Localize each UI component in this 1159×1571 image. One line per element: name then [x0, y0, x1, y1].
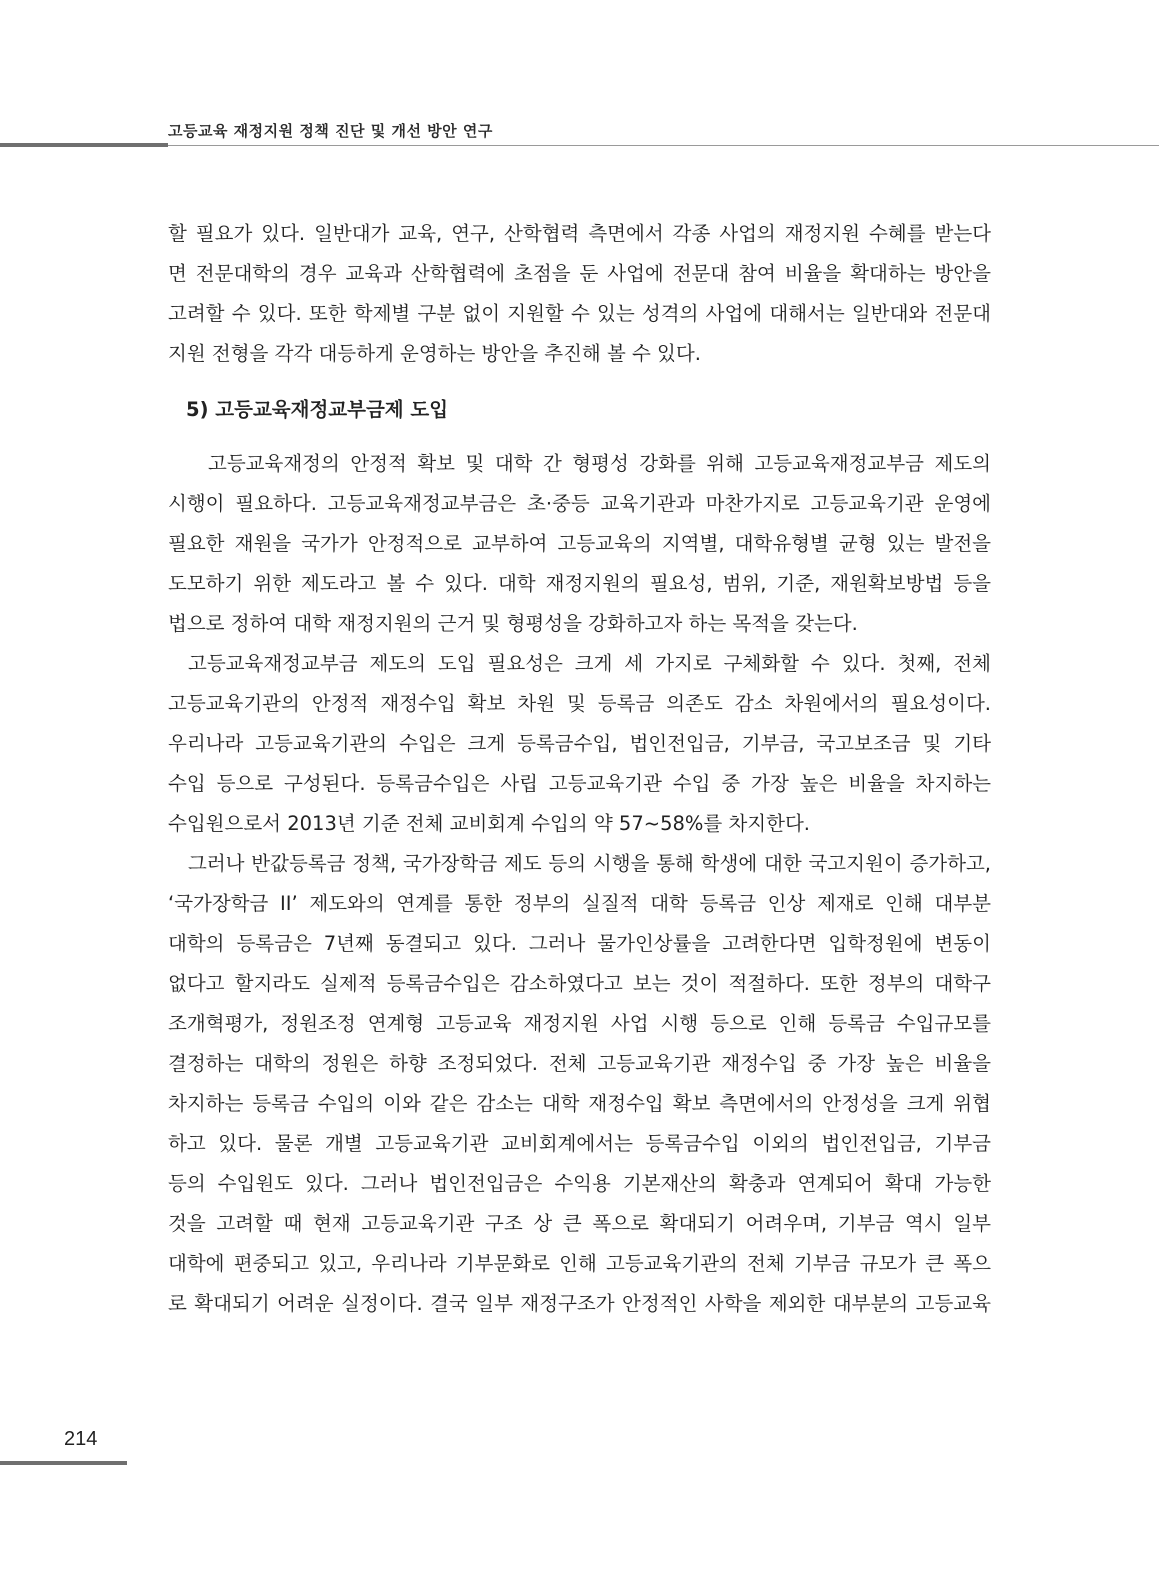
paragraph-continued	[168, 214, 991, 374]
page-number: 214	[64, 1428, 98, 1450]
footer-rule	[0, 1461, 127, 1465]
text-line: 등의 수입원도 있다. 그러나 법인전입금은 수익용 기본재산의 확충과 연계되어 확대 가능한	[168, 1172, 991, 1195]
body-text	[168, 214, 991, 1324]
text-line: 대학의 등록금은 7년째 동결되고 있다. 그러나 물가인상률을 고려한다면 입학정원에 변동이	[168, 932, 991, 955]
text-line: 결정하는 대학의 정원은 하향 조정되었다. 전체 고등교육기관 재정수입 중 가장 높은 비율을	[168, 1052, 991, 1075]
text-line: 면 전문대학의 경우 교육과 산학협력에 초점을 둔 사업에 전문대 참여 비율을 확대하는 방안을	[168, 262, 991, 285]
text-line: 로 확대되기 어려운 실정이다. 결국 일부 재정구조가 안정적인 사학을 제외한 대부분의 고등교육	[168, 1292, 991, 1315]
text-line: 없다고 할지라도 실제적 등록금수입은 감소하였다고 보는 것이 적절하다. 또한 정부의 대학구	[168, 972, 991, 995]
text-line: 시행이 필요하다. 고등교육재정교부금은 초·중등 교육기관과 마찬가지로 고등교육기관 운영에	[168, 492, 991, 515]
text-line: 수입 등으로 구성된다. 등록금수입은 사립 고등교육기관 수입 중 가장 높은 비율을 차지하는	[168, 772, 991, 795]
text-line: 고등교육재정의 안정적 확보 및 대학 간 형평성 강화를 위해 고등교육재정교부금 제도의	[208, 452, 991, 475]
text-line: 차지하는 등록금 수입의 이와 같은 감소는 대학 재정수입 확보 측면에서의 안정성을 크게 위협	[168, 1092, 991, 1115]
text-line: 하고 있다. 물론 개별 고등교육기관 교비회계에서는 등록금수입 이외의 법인전입금, 기부금	[168, 1132, 991, 1155]
text-line: 대학에 편중되고 있고, 우리나라 기부문화로 인해 고등교육기관의 전체 기부금 규모가 큰 폭으	[168, 1252, 991, 1275]
text-line: ‘국가장학금 II’ 제도와의 연계를 통한 정부의 실질적 대학 등록금 인상 제재로 인해 대부분	[168, 892, 991, 915]
header-rule-accent	[0, 143, 168, 147]
text-line: 고등교육기관의 안정적 재정수입 확보 차원 및 등록금 의존도 감소 차원에서의 필요성이다.	[168, 692, 991, 715]
text-line: 그러나 반값등록금 정책, 국가장학금 제도 등의 시행을 통해 학생에 대한 국고지원이 증가하고,	[188, 852, 991, 875]
text-line: 고등교육재정교부금 제도의 도입 필요성은 크게 세 가지로 구체화할 수 있다. 첫째, 전체	[188, 652, 991, 675]
text-line: 것을 고려할 때 현재 고등교육기관 구조 상 큰 폭으로 확대되기 어려우며, 기부금 역시 일부	[168, 1212, 991, 1235]
paragraph	[168, 644, 991, 844]
section-heading: 5) 고등교육재정교부금제 도입	[186, 398, 449, 421]
text-line: 고려할 수 있다. 또한 학제별 구분 없이 지원할 수 있는 성격의 사업에 대해서는 일반대와 전문대	[168, 302, 991, 325]
text-line: 도모하기 위한 제도라고 볼 수 있다. 대학 재정지원의 필요성, 범위, 기준, 재원확보방법 등을	[168, 572, 991, 595]
text-line: 법으로 정하여 대학 재정지원의 근거 및 형평성을 강화하고자 하는 목적을 갖는다.	[168, 612, 858, 635]
running-head-title: 고등교육 재정지원 정책 진단 및 개선 방안 연구	[168, 122, 493, 140]
text-line: 우리나라 고등교육기관의 수입은 크게 등록금수입, 법인전입금, 기부금, 국고보조금 및 기타	[168, 732, 991, 755]
text-line: 할 필요가 있다. 일반대가 교육, 연구, 산학협력 측면에서 각종 사업의 재정지원 수혜를 받는다	[168, 222, 991, 245]
paragraph	[168, 844, 991, 1324]
text-line: 지원 전형을 각각 대등하게 운영하는 방안을 추진해 볼 수 있다.	[168, 342, 701, 365]
header-rule	[168, 145, 1159, 146]
text-line: 수입원으로서 2013년 기준 전체 교비회계 수입의 약 57~58%를 차지한다.	[168, 812, 810, 835]
text-line: 조개혁평가, 정원조정 연계형 고등교육 재정지원 사업 시행 등으로 인해 등록금 수입규모를	[168, 1012, 991, 1035]
paragraph	[168, 444, 991, 644]
text-line: 필요한 재원을 국가가 안정적으로 교부하여 고등교육의 지역별, 대학유형별 균형 있는 발전을	[168, 532, 991, 555]
